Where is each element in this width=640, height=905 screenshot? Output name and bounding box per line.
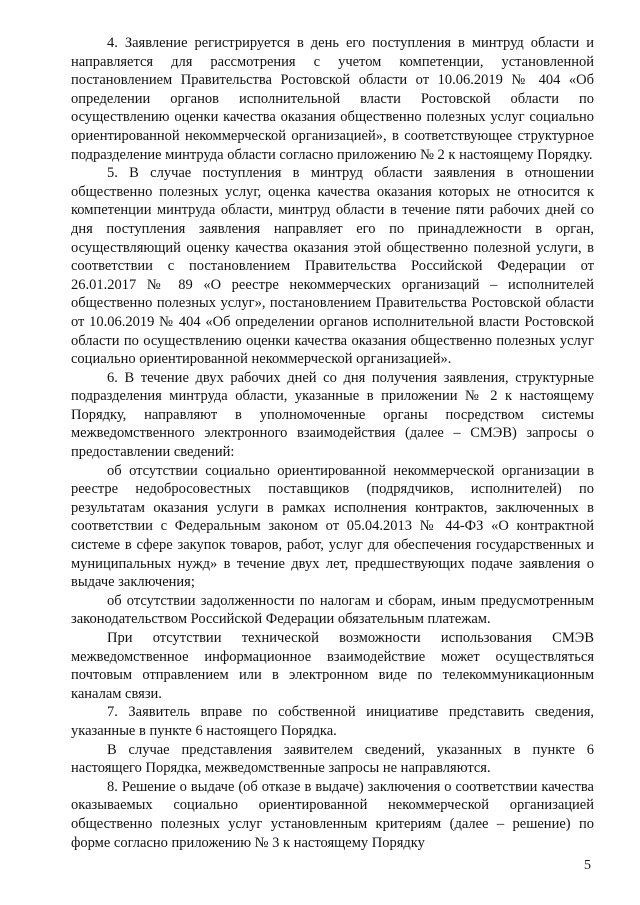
page-number: 5: [584, 858, 591, 873]
paragraph-item-7-note: В случае представления заявителем сведений, указанных в пункте 6 настоящего Порядка, межведомственные запросы не направляются.: [71, 741, 594, 777]
document-body: [71, 34, 594, 852]
paragraph-item-6-sub-2: об отсутствии задолженности по налогам и сборам, иным предусмотренным законодательством Российской Федерации обязательным платежам.: [71, 592, 594, 628]
paragraph-item-6: 6. В течение двух рабочих дней со дня получения заявления, структурные подразделения минтруда области, указанные в приложении № 2 к настоящему Порядку, направляют в уполномоченные органы посредством системы межведомственного электронного взаимодействия (далее – СМЭВ) запросы о предоставлении сведений:: [71, 369, 594, 461]
paragraph-item-5: 5. В случае поступления в минтруд области заявления в отношении общественно полезных услуг, оценка качества оказания которых не относится к компетенции минтруда области, минтруд области в течение пяти рабочих дней со дня поступления заявления направляет его по принадлежности в орган, осуществляющий оценку качества оказания этой общественно полезной услуги, в соответствии с постановлением Правительства Российской Федерации от 26.01.2017 № 89 «О реестре некоммерческих организаций – исполнителей общественно полезных услуг», постановлением Правительства Ростовской области от 10.06.2019 № 404 «Об определении органов исполнительной власти Ростовской области по осуществлению оценки качества оказания общественно полезных услуг социально ориентированной некоммерческой организацией».: [71, 165, 594, 368]
paragraph-item-4: 4. Заявление регистрируется в день его поступления в минтруд области и направляется для рассмотрения с учетом компетенции, установленной постановлением Правительства Ростовской области от 10.06.2019 № 404 «Об определении органов исполнительной власти Ростовской области по осуществлению оценки качества оказания общественно полезных услуг социально ориентированной некоммерческой организацией», в соответствующее структурное подразделение минтруда области согласно приложению № 2 к настоящему Порядку.: [71, 35, 594, 163]
paragraph-smev-note: При отсутствии технической возможности использования СМЭВ межведомственное информационное взаимодействие может осуществляться почтовым отправлением или в электронном виде по телекоммуникационным каналам связи.: [71, 630, 594, 702]
paragraph-item-6-sub-1: об отсутствии социально ориентированной некоммерческой организации в реестре недобросовестных поставщиков (подрядчиков, исполнителей) по результатам оказания услуги в рамках исполнения контрактов, заключенных в соответствии с Федеральным законом от 05.04.2013 № 44-ФЗ «О контрактной системе в сфере закупок товаров, работ, услуг для обеспечения государственных и муниципальных нужд» в течение двух лет, предшествующих подаче заявления о выдаче заключения;: [71, 462, 594, 591]
paragraph-item-8: 8. Решение о выдаче (об отказе в выдаче) заключения о соответствии качества оказываемых социально ориентированной некоммерческой организацией общественно полезных услуг установленным критериям (далее – решение) по форме согласно приложению № 3 к настоящему Порядку: [71, 778, 594, 851]
paragraph-item-7: 7. Заявитель вправе по собственной инициативе представить сведения, указанные в пункте 6 настоящего Порядка.: [71, 704, 594, 739]
